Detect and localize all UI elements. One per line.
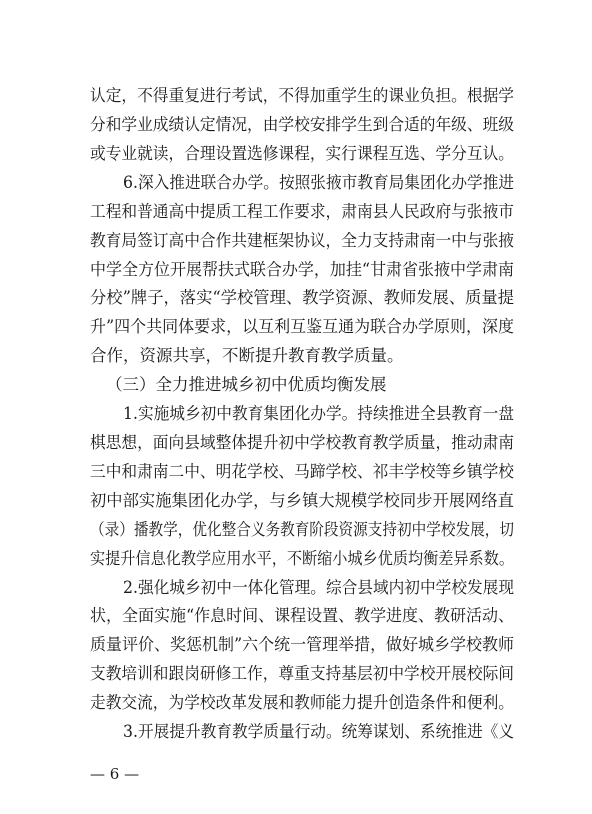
line-text: 走教交流，为学校改革发展和教师能力提升创造条件和便利。 bbox=[90, 693, 514, 713]
line-text: 合作，资源共享，不断提升教育教学质量。 bbox=[90, 346, 404, 366]
line-text: （录）播教学，优化整合义务教育阶段资源支持初中学校发展，切 bbox=[90, 519, 514, 539]
heading-text: （三）全力推进城乡初中优质均衡发展 bbox=[106, 375, 387, 395]
line-text: 升”四个共同体要求，以互利互鉴互通为联合办学原则，深度 bbox=[90, 317, 515, 337]
line-text: 棋思想，面向县域整体提升初中学校教育教学质量，推动肃南 bbox=[90, 432, 514, 452]
line-text: 认定，不得重复进行考试，不得加重学生的课业负担。根据学 bbox=[90, 86, 514, 105]
line-text: 中学全方位开展帮扶式联合办学，加挂“甘肃省张掖中学肃南 bbox=[90, 259, 515, 279]
line-text: 2.强化城乡初中一体化管理。综合县域内初中学校发展现 bbox=[123, 577, 514, 597]
line-text: 1.实施城乡初中教育集团化办学。持续推进全县教育一盘 bbox=[123, 404, 514, 423]
line-text: 实提升信息化教学应用水平，不断缩小城乡优质均衡差异系数。 bbox=[90, 548, 514, 568]
line-text: 初中部实施集团化办学，与乡镇大规模学校同步开展网络直 bbox=[90, 490, 514, 510]
line-text: 或专业就读，合理设置选修课程，实行课程互选、学分互认。 bbox=[90, 143, 514, 163]
line-text: 分和学业成绩认定情况，由学校安排学生到合适的年级、班级 bbox=[90, 114, 514, 134]
line-text: 3.开展提升教育教学质量行动。统筹谋划、系统推进《义 bbox=[123, 722, 514, 741]
line-text: 6.深入推进联合办学。按照张掖市教育局集团化办学推进 bbox=[123, 172, 514, 192]
line-text: 状，全面实施“作息时间、课程设置、教学进度、教研活动、 bbox=[90, 606, 515, 626]
line-text: 三中和肃南二中、明花学校、马蹄学校、祁丰学校等乡镇学校 bbox=[90, 461, 514, 481]
line-text: 教育局签订高中合作共建框架协议，全力支持肃南一中与张掖 bbox=[90, 230, 514, 250]
line-text: 支教培训和跟岗研修工作，尊重支持基层初中学校开展校际间 bbox=[90, 664, 514, 684]
line-text: 分校”牌子，落实“学校管理、教学资源、教师发展、质量提 bbox=[90, 288, 515, 308]
line-text: 质量评价、奖惩机制”六个统一管理举措，做好城乡学校教师 bbox=[90, 635, 515, 655]
line-text: 工程和普通高中提质工程工作要求，肃南县人民政府与张掖市 bbox=[90, 201, 514, 221]
page-number: — 6 — bbox=[90, 765, 140, 783]
